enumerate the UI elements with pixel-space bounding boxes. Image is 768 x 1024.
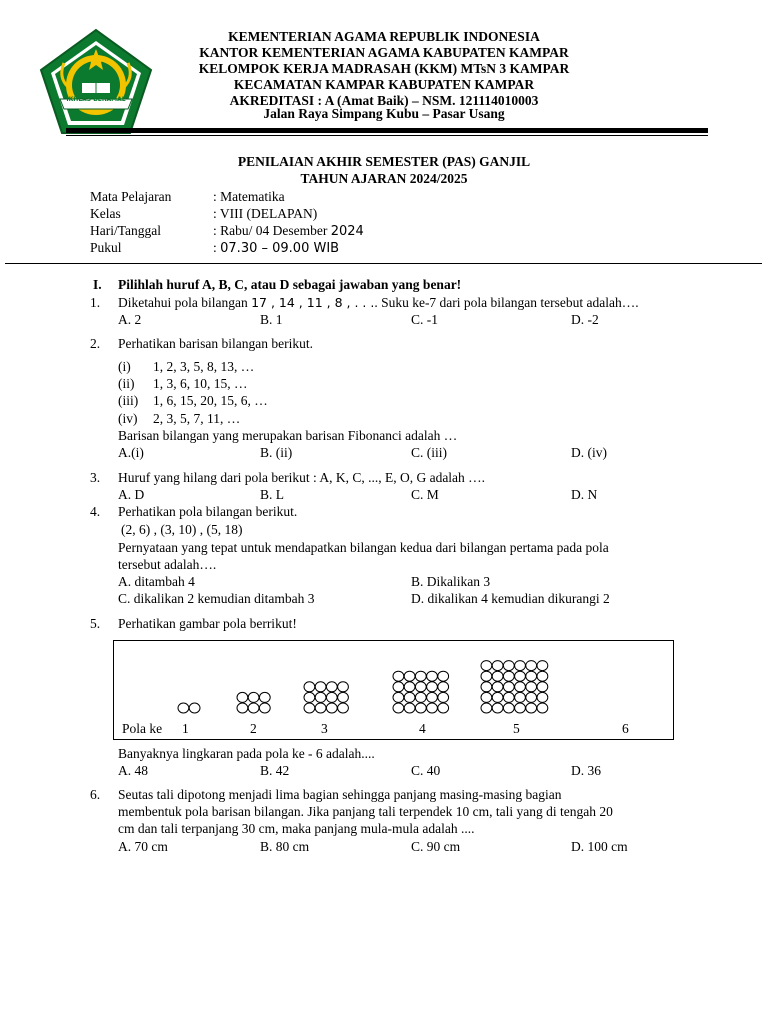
pattern-4-circle	[427, 682, 438, 692]
section-number: I.	[93, 277, 102, 292]
info-value-time	[213, 239, 339, 257]
pattern-3-circle	[315, 692, 326, 702]
pattern-5-circle	[537, 671, 548, 681]
q6-option-d[interactable]: D. 100 cm	[571, 839, 628, 854]
q4-pairs: (2, 6) , (3, 10) , (5, 18)	[121, 522, 243, 537]
pattern-5-circle	[481, 703, 492, 713]
pattern-3-circle	[326, 682, 337, 692]
pattern-5-circle	[526, 682, 537, 692]
pattern-5-circle	[481, 671, 492, 681]
pattern-3-circle	[304, 703, 315, 713]
q1-option-b[interactable]: B. 1	[260, 312, 283, 327]
q3-option-b[interactable]: B. L	[260, 487, 285, 502]
q1-text-b: . Suku ke-7 dari pola bilangan tersebut adalah….	[374, 295, 639, 310]
pattern-5-circle	[526, 661, 537, 671]
header-line-3: KELOMPOK KERJA MADRASAH (KKM) MTsN 3 KAMPAR	[198, 61, 570, 76]
q2-option-a[interactable]: A.(i)	[118, 445, 144, 460]
pattern-5-circle	[515, 692, 526, 702]
q6-line-3: cm dan tali terpanjang 30 cm, maka panjang mula-mula adalah ....	[118, 821, 475, 836]
q1-option-d[interactable]: D. -2	[571, 312, 599, 327]
pattern-4-circle	[393, 682, 404, 692]
q2-item-2-num: (ii)	[118, 376, 135, 391]
pattern-2-circle	[248, 703, 259, 713]
info-value-date-year: 2024	[330, 224, 364, 239]
pattern-2-circle	[259, 692, 270, 702]
pattern-4-circle	[404, 703, 415, 713]
q2-item-3: 1, 6, 15, 20, 15, 6, …	[153, 393, 268, 408]
pattern-5-circle	[492, 692, 503, 702]
q6-option-a[interactable]: A. 70 cm	[118, 839, 168, 854]
q4-statement-2: tersebut adalah….	[118, 557, 217, 572]
q2-item-1-num: (i)	[118, 359, 131, 374]
q5-pattern-label-4: 4	[419, 721, 426, 736]
info-label-date: Hari/Tanggal	[90, 223, 162, 238]
pattern-4-circle	[404, 682, 415, 692]
q1-text	[118, 294, 639, 311]
pattern-4-circle	[427, 703, 438, 713]
q4-statement-1: Pernyataan yang tepat untuk mendapatkan bilangan kedua dari bilangan pertama pada pola	[118, 540, 609, 555]
q3-option-d[interactable]: D. N	[571, 487, 598, 502]
pattern-4-circle	[393, 703, 404, 713]
q1-option-a[interactable]: A. 2	[118, 312, 142, 327]
pattern-5-circle	[526, 692, 537, 702]
pattern-4-circle	[393, 671, 404, 681]
q4-option-c[interactable]: C. dikalikan 2 kemudian ditambah 3	[118, 591, 315, 606]
info-label-subject: Mata Pelajaran	[90, 189, 172, 204]
pattern-5-circle	[503, 692, 514, 702]
pattern-3-circle	[338, 682, 349, 692]
pattern-2-circle	[237, 692, 248, 702]
pattern-5-circle	[515, 703, 526, 713]
exam-title: PENILAIAN AKHIR SEMESTER (PAS) GANJIL	[237, 154, 531, 169]
q5-pattern-figure	[113, 640, 674, 740]
pattern-5-circle	[492, 661, 503, 671]
q1-text-a: Diketahui pola bilangan	[118, 295, 248, 310]
q4-text: Perhatikan pola bilangan berikut.	[118, 504, 298, 519]
q4-option-d[interactable]: D. dikalikan 4 kemudian dikurangi 2	[411, 591, 610, 606]
pattern-5-circle	[526, 671, 537, 681]
pattern-5-circle	[503, 671, 514, 681]
madrasah-logo	[38, 27, 154, 137]
q2-item-2: 1, 3, 6, 10, 15, …	[153, 376, 248, 391]
pattern-5-circle	[526, 703, 537, 713]
q2-number: 2.	[90, 336, 101, 351]
kemenag-emblem-icon	[38, 27, 154, 137]
pattern-5-circle	[492, 682, 503, 692]
q2-item-4-num: (iv)	[118, 411, 138, 426]
pattern-4-circle	[404, 692, 415, 702]
pattern-5-circle	[503, 661, 514, 671]
q5-text: Perhatikan gambar pola berrikut!	[118, 616, 297, 631]
q6-line-1: Seutas tali dipotong menjadi lima bagian sehingga panjang masing-masing bagian	[118, 787, 562, 802]
info-value-subject: : Matematika	[213, 189, 285, 204]
q2-item-4: 2, 3, 5, 7, 11, …	[153, 411, 241, 426]
pattern-5-circle	[492, 703, 503, 713]
q2-item-3-num: (iii)	[118, 393, 139, 408]
pattern-4-circle	[438, 671, 449, 681]
info-value-class: : VIII (DELAPAN)	[213, 206, 318, 221]
pattern-3-circle	[315, 703, 326, 713]
header-line-6: Jalan Raya Simpang Kubu – Pasar Usang	[263, 106, 505, 121]
info-label-time: Pukul	[90, 240, 122, 255]
q5-number: 5.	[90, 616, 101, 631]
pattern-4-circle	[415, 671, 426, 681]
q3-text: Huruf yang hilang dari pola berikut : A, K, C, ..., E, O, G adalah ….	[118, 470, 486, 485]
q5-option-c[interactable]: C. 40	[411, 763, 441, 778]
pattern-5-circle	[515, 661, 526, 671]
pattern-1-circle	[178, 703, 189, 713]
pattern-1-circle	[189, 703, 200, 713]
q6-option-c[interactable]: C. 90 cm	[411, 839, 461, 854]
q1-option-c[interactable]: C. -1	[411, 312, 438, 327]
pattern-5-circle	[503, 703, 514, 713]
info-value-time-colon: :	[213, 240, 221, 255]
pattern-4-circle	[415, 682, 426, 692]
q3-option-a[interactable]: A. D	[118, 487, 145, 502]
pattern-3-circle	[304, 682, 315, 692]
q4-option-a[interactable]: A. ditambah 4	[118, 574, 195, 589]
header-line-5: AKREDITASI : A (Amat Baik) – NSM. 121114010003	[229, 93, 539, 108]
section-instruction: Pilihlah huruf A, B, C, atau D sebagai jawaban yang benar!	[118, 277, 462, 292]
q5-pattern-circles	[114, 641, 673, 739]
q2-item-1: 1, 2, 3, 5, 8, 13, …	[153, 359, 255, 374]
pattern-4-circle	[438, 703, 449, 713]
pattern-2-circle	[259, 703, 270, 713]
q5-option-a[interactable]: A. 48	[118, 763, 148, 778]
pattern-5-circle	[503, 682, 514, 692]
info-divider	[5, 263, 762, 264]
q5-pattern-label-5: 5	[513, 721, 520, 736]
q2-option-b[interactable]: B. (ii)	[260, 445, 293, 460]
pattern-5-circle	[537, 703, 548, 713]
pattern-4-circle	[438, 682, 449, 692]
q5-option-b[interactable]: B. 42	[260, 763, 290, 778]
pattern-3-circle	[304, 692, 315, 702]
info-value-date-text: : Rabu/ 04 Desember	[213, 223, 328, 238]
header-divider-thin	[66, 135, 708, 136]
pattern-5-circle	[492, 671, 503, 681]
pattern-3-circle	[338, 703, 349, 713]
q5-option-d[interactable]: D. 36	[571, 763, 601, 778]
pattern-5-circle	[481, 661, 492, 671]
q5-question: Banyaknya lingkaran pada pola ke - 6 adalah....	[118, 746, 375, 761]
q5-pattern-label-2: 2	[250, 721, 257, 736]
q5-pattern-label-1: 1	[182, 721, 189, 736]
q5-pattern-label-3: 3	[321, 721, 328, 736]
pattern-5-circle	[537, 692, 548, 702]
q6-line-2: membentuk pola barisan bilangan. Jika panjang tali terpendek 10 cm, tali yang di tengah 20	[118, 804, 613, 819]
pattern-4-circle	[415, 692, 426, 702]
pattern-4-circle	[427, 671, 438, 681]
logo-motto: IKHLAS BERAMAL	[66, 96, 126, 103]
header-line-1: KEMENTERIAN AGAMA REPUBLIK INDONESIA	[228, 29, 540, 44]
pattern-5-circle	[481, 692, 492, 702]
q2-question: Barisan bilangan yang merupakan barisan Fibonanci adalah …	[118, 428, 458, 443]
info-value-date	[213, 222, 364, 240]
pattern-5-circle	[515, 671, 526, 681]
pattern-3-circle	[315, 682, 326, 692]
q4-option-b[interactable]: B. Dikalikan 3	[411, 574, 491, 589]
header-divider-thick	[66, 128, 708, 133]
pattern-2-circle	[248, 692, 259, 702]
pattern-4-circle	[404, 671, 415, 681]
info-label-class: Kelas	[90, 206, 121, 221]
q1-number: 1.	[90, 295, 101, 310]
q1-sequence: 17 , 14 , 11 , 8 , . . .	[251, 295, 375, 310]
pattern-3-circle	[338, 692, 349, 702]
pattern-5-circle	[515, 682, 526, 692]
q4-number: 4.	[90, 504, 101, 519]
pattern-5-circle	[537, 661, 548, 671]
pattern-3-circle	[326, 692, 337, 702]
q2-option-d[interactable]: D. (iv)	[571, 445, 607, 460]
pattern-2-circle	[237, 703, 248, 713]
pattern-4-circle	[415, 703, 426, 713]
info-value-time-text: 07.30 – 09.00 WIB	[220, 241, 340, 256]
header-line-2: KANTOR KEMENTERIAN AGAMA KABUPATEN KAMPAR	[199, 45, 569, 60]
pattern-4-circle	[438, 692, 449, 702]
pattern-5-circle	[481, 682, 492, 692]
q6-number: 6.	[90, 787, 101, 802]
q2-text: Perhatikan barisan bilangan berikut.	[118, 336, 313, 351]
q5-pattern-label-6: 6	[622, 721, 629, 736]
q5-figure-label: Pola ke	[122, 721, 163, 736]
exam-year: TAHUN AJARAN 2024/2025	[300, 171, 468, 186]
q6-option-b[interactable]: B. 80 cm	[260, 839, 310, 854]
pattern-5-circle	[537, 682, 548, 692]
q3-option-c[interactable]: C. M	[411, 487, 439, 502]
q2-option-c[interactable]: C. (iii)	[411, 445, 447, 460]
q3-number: 3.	[90, 470, 101, 485]
pattern-4-circle	[393, 692, 404, 702]
header-line-4: KECAMATAN KAMPAR KABUPATEN KAMPAR	[233, 77, 535, 92]
pattern-4-circle	[427, 692, 438, 702]
pattern-3-circle	[326, 703, 337, 713]
